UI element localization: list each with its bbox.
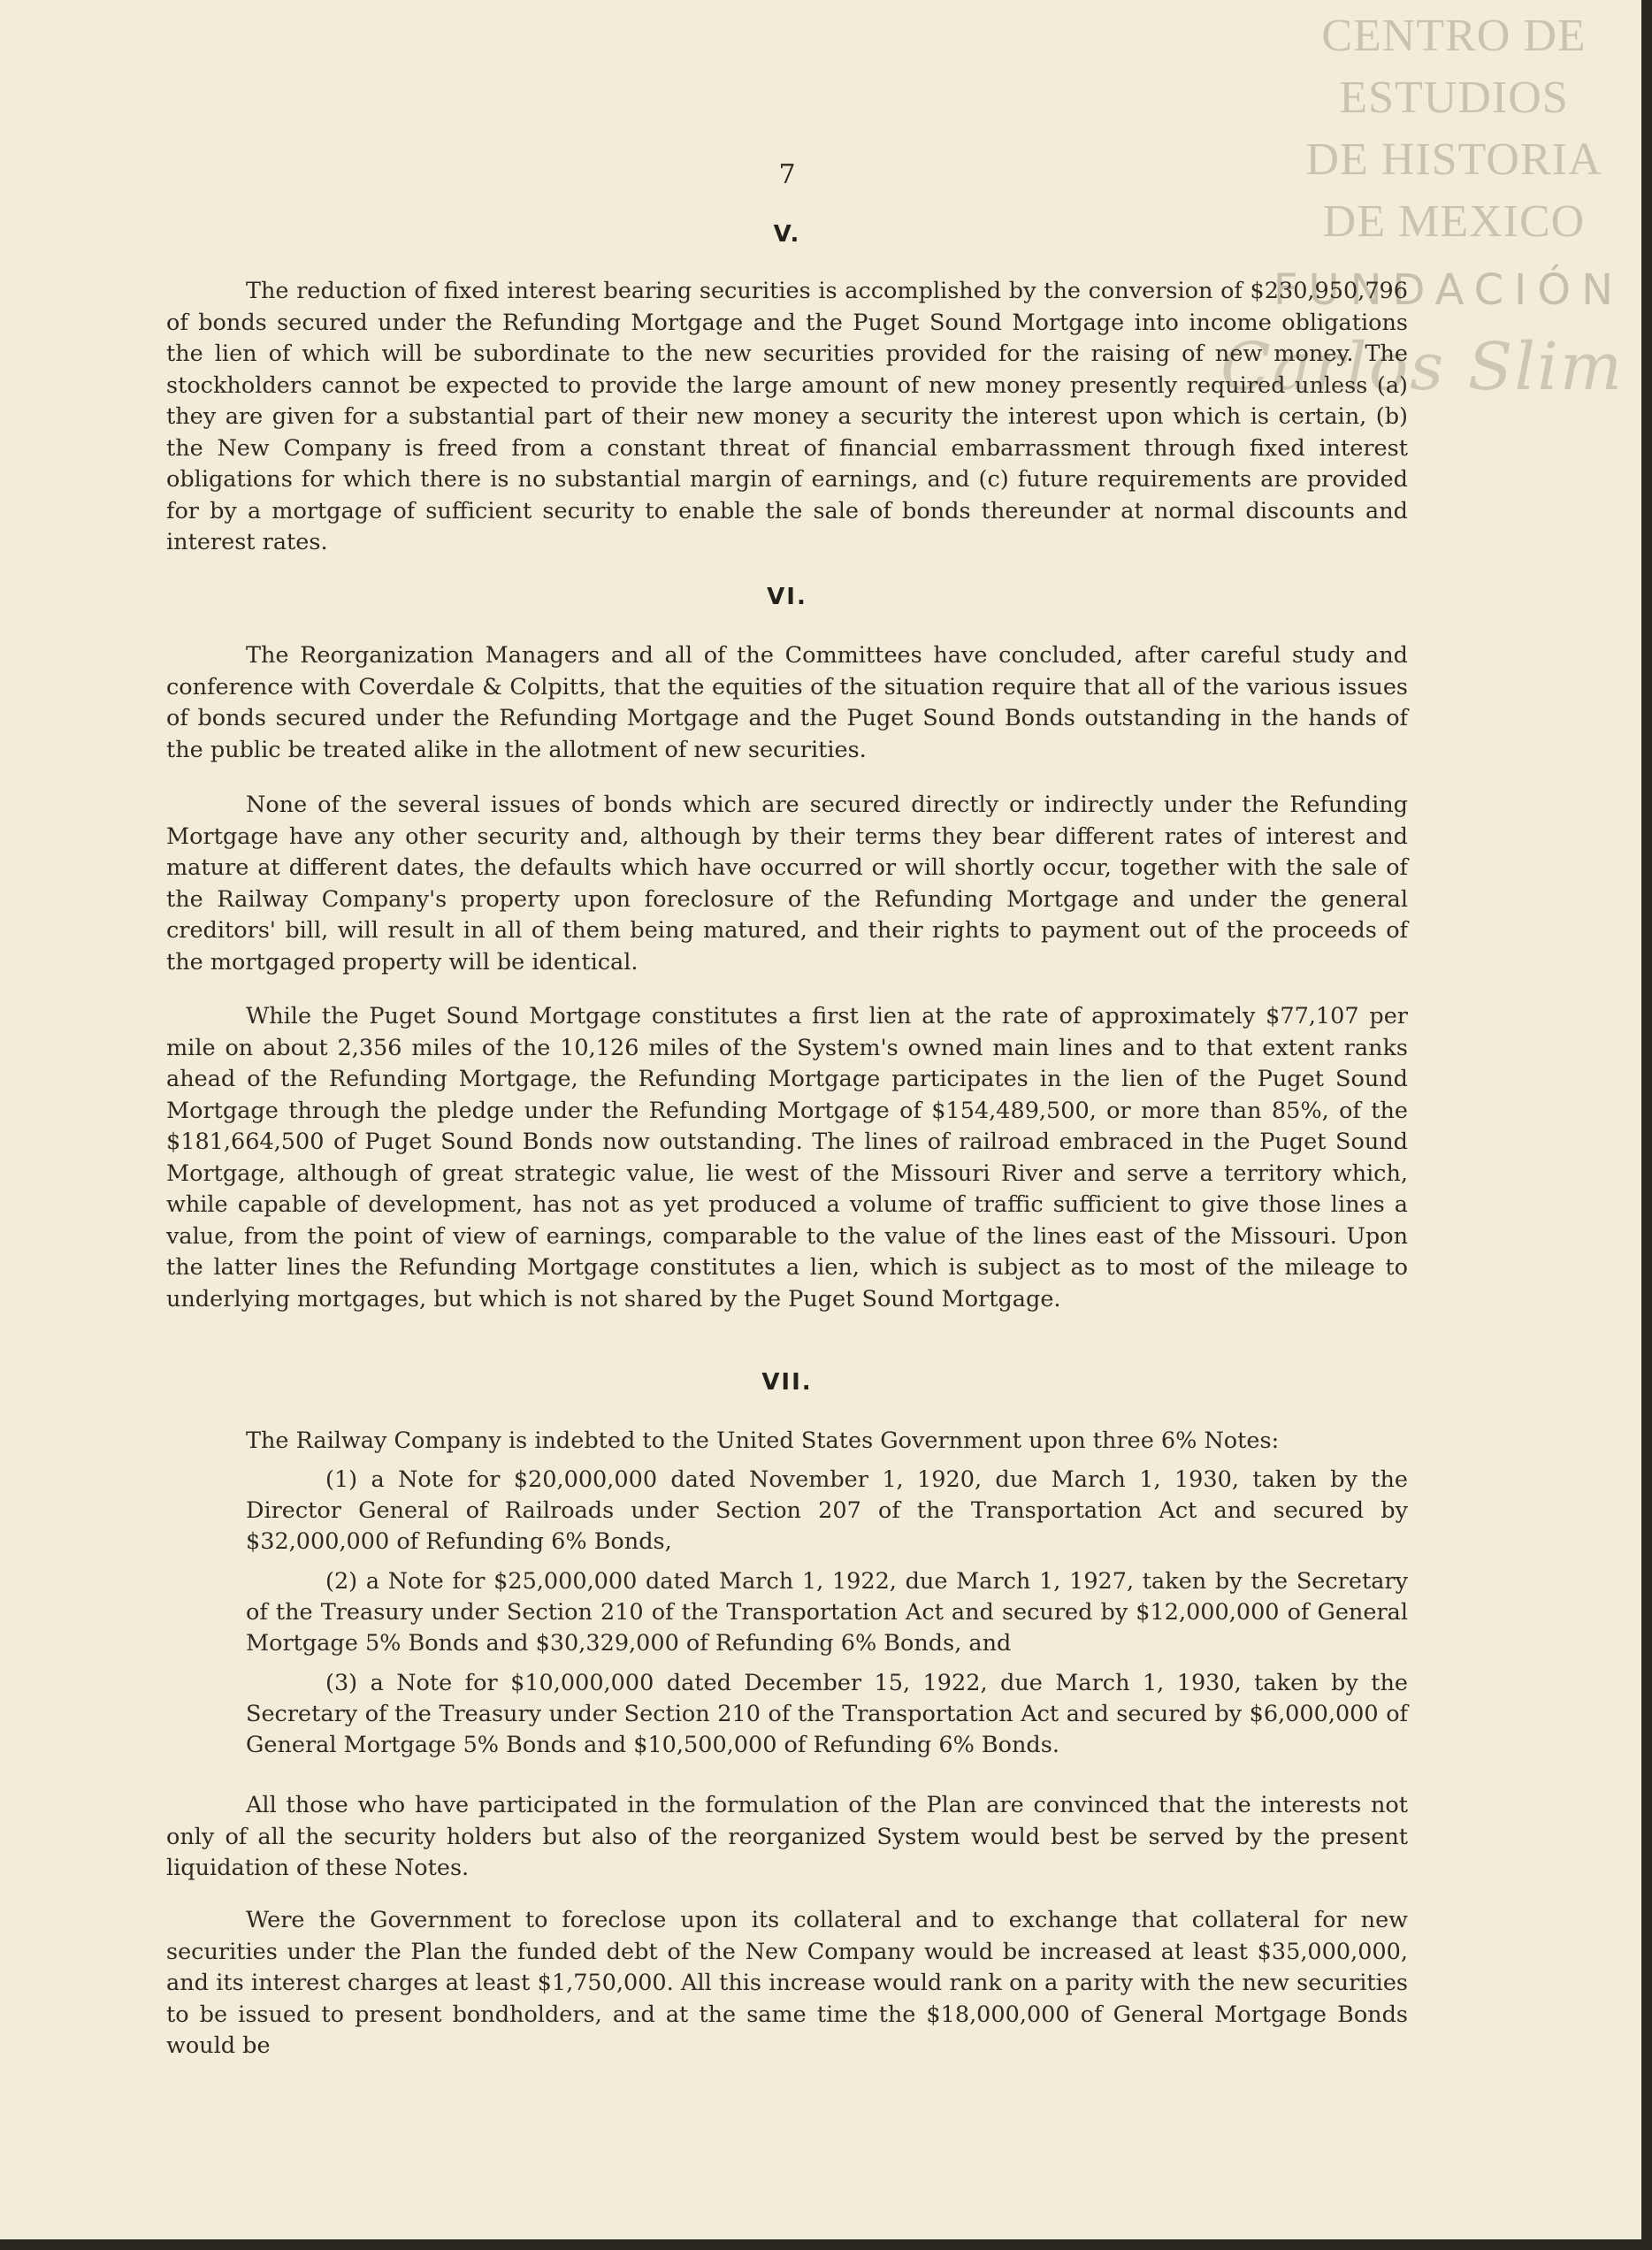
section-vii-heading: VII. [761,1369,813,1396]
section-v-heading: V. [773,221,801,248]
watermark-line: CENTRO DE [1321,11,1587,61]
note-item-1: (1) a Note for $20,000,000 dated November 1, 1920, due March 1, 1930, taken by the Director General of Railroads under Section 207 of the Transportation Act and secured by $32,000,000 of Refunding 6% Bonds, [246,1466,1408,1555]
archive-watermark [1286,5,1622,253]
section-v-paragraph: The reduction of fixed interest bearing securities is accomplished by the conversion of $230,950,796 of bonds secured under the Refunding Mortgage and the Puget Sound Mortgage into income obligations the lien of which will be subordinate to the new securities provided for the raising of new money. The stockholders cannot be expected to provide the large amount of new money presently required unless (a) they are given for a substantial part of their new money a security the interest upon which is certain, (b) the New Company is freed from a constant threat of financial embarrassment through fixed interest obligations for which there is no substantial margin of earnings, and (c) future requirements are provided for by a mortgage of sufficient security to enable the sale of bonds thereunder at normal discounts and interest rates. [166,278,1408,555]
section-vii-paragraph-2: All those who have participated in the formulation of the Plan are convinced that the interests not only of all the security holders but also of the reorganized System would best be served by the present liquidation of these Notes. [166,1792,1408,1881]
watermark-fundacion: FUNDACIÓN [1273,265,1624,315]
note-item-2: (2) a Note for $25,000,000 dated March 1, 1922, due March 1, 1927, taken by the Secretary of the Treasury under Section 210 of the Transportation Act and secured by $12,000,000 of General Mortgage 5% Bonds and $30,329,000 of Refunding 6% Bonds, and [246,1568,1408,1657]
page-number: 7 [778,159,796,190]
section-vii-intro: The Railway Company is indebted to the United States Government upon three 6% Notes: [246,1427,1280,1454]
watermark-line: ESTUDIOS [1339,73,1569,123]
section-vi-paragraph-3: While the Puget Sound Mortgage constitutes a first lien at the rate of approximately $77,107 per mile on about 2,356 miles of the 10,126 miles of the System's owned main lines and to that extent ranks ahead of the Refunding Mortgage, the Refunding Mortgage participates in the lien of the Puget Sound Mortgage through the pledge under the Refunding Mortgage of $154,489,500, or more than 85%, of the $181,664,500 of Puget Sound Bonds now outstanding. The lines of railroad embraced in the Puget Sound Mortgage, although of great strategic value, lie west of the Missouri River and serve a territory which, while capable of development, has not as yet produced a volume of traffic sufficient to give those lines a value, from the point of view of earnings, comparable to the value of the lines east of the Missouri. Upon the latter lines the Refunding Mortgage constitutes a lien, which is subject as to most of the mileage to underlying mortgages, but which is not shared by the Puget Sound Mortgage. [166,1003,1408,1312]
section-vii-paragraph-3: Were the Government to foreclose upon its collateral and to exchange that collateral for new securities under the Plan the funded debt of the New Company would be increased at least $35,000,000, and its interest charges at least $1,750,000. All this increase would rank on a parity with the new securities to be issued to present bondholders, and at the same time the $18,000,000 of General Mortgage Bonds would be [166,1907,1408,2059]
section-vi-heading: VI. [767,584,807,610]
watermark-line: DE MEXICO [1322,196,1586,247]
section-vi-paragraph-1: The Reorganization Managers and all of the Committees have concluded, after careful study and conference with Coverdale & Colpitts, that the equities of the situation require that all of the various issues of bonds secured under the Refunding Mortgage and the Puget Sound Bonds outstanding in the hands of the public be treated alike in the allotment of new securities. [166,642,1408,763]
note-item-3: (3) a Note for $10,000,000 dated December 15, 1922, due March 1, 1930, taken by the Secretary of the Treasury under Section 210 of the Transportation Act and secured by $6,000,000 of General Mortgage 5% Bonds and $10,500,000 of Refunding 6% Bonds. [246,1670,1408,1758]
section-vi-paragraph-2: None of the several issues of bonds which are secured directly or indirectly under the Refunding Mortgage have any other security and, although by their terms they bear different rates of interest and mature at different dates, the defaults which have occurred or will shortly occur, together with the sale of the Railway Company's property upon foreclosure of the Refunding Mortgage and under the general creditors' bill, will result in all of them being matured, and their rights to payment out of the proceeds of the mortgaged property will be identical. [166,792,1408,976]
watermark-signature: Carlos Slim [1220,329,1624,405]
watermark-line: DE HISTORIA [1305,134,1602,185]
